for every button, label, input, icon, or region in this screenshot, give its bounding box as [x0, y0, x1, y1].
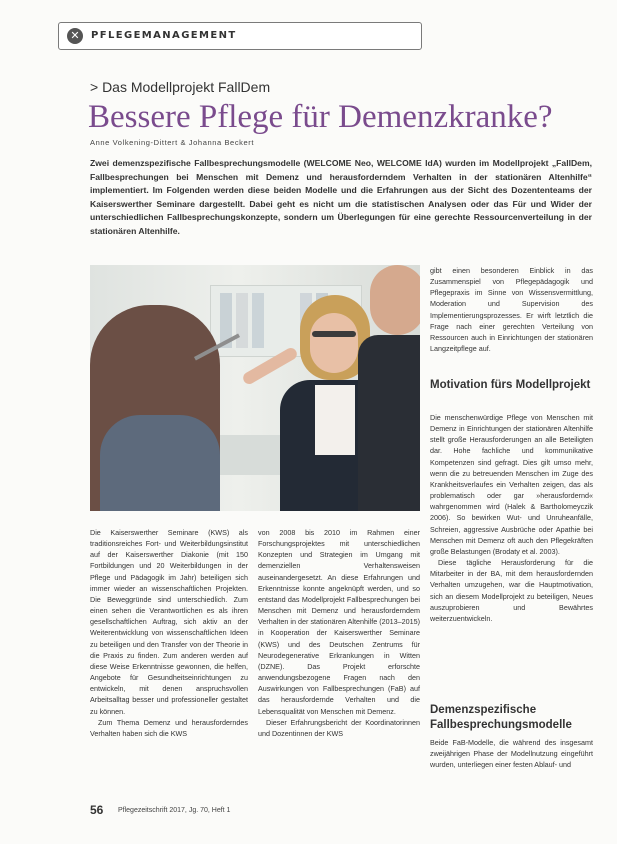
- article-title: Bessere Pflege für Demenzkranke?: [88, 99, 553, 135]
- column-3-models: Beide FaB-Modelle, die während des insgesamt zweijährigen Phase der Modellnutzung eingeführt wurden, unterliegen einer festen Ablauf- und: [430, 738, 593, 770]
- column-2-paragraph-2: Dieser Erfahrungsbericht der Koordinatorinnen und Dozentinnen der KWS: [258, 717, 420, 738]
- article-lead: Zwei demenzspezifische Fallbesprechungsmodelle (WELCOME Neo, WELCOME IdA) wurden im Modellprojekt „FallDem, Fallbesprechungen bei Menschen mit Demenz und herausforderndem Verhalten in der stationären Altenhilfe“ implementiert. Im Folgenden werden diese beiden Modelle und die Erfahrungen aus der Sicht des Dozententeams der Kaiserswerther Seminare dargestellt. Dabei geht es nicht um die statistischen Analysen oder das Für und Wider der unterschiedlichen Fallbesprechungskonzepte, sondern um Überlegungen für eine gerechte Ressourcenverteilung in der stationären Altenhilfe.: [90, 158, 592, 236]
- heading-models: Demenzspezifische Fallbesprechungsmodelle: [430, 704, 572, 731]
- motivation-paragraph-1: Die menschenwürdige Pflege von Menschen mit Demenz in Einrichtungen der stationären Altenhilfe stellt große Herausforderungen an alle Beteiligten dar. Hohe fachliche und kommunikative Kompetenzen sind gefragt. Dies gilt umso mehr, wenn die zu betreuenden Menschen im Zuge des Krankheitsverlaufes ein Verhalten zeigen, das als problematisch oder gar »herausfordernd« wahrgenommen wird (Halek & Bartholomeyczik 2006). So bewirken Wut- und Unruheanfälle, Schreien, aggressive Ausbrüche oder Apathie bei Menschen mit Demenz oft auch den Pflegekräften große Belastungen (Brodaty et al. 2003).: [430, 413, 593, 556]
- column-1-paragraph-1: Die Kaiserswerther Seminare (KWS) als traditionsreiches Fort- und Weiterbildungsinstitut auf der Kaiserswerther Diakonie (mit 150 Fortbildungen und 20 Weiterbildungen in der Pflege und Pädagogik im Jahr) beteiligen sich immer wieder an wissenschaftlichen Projekten. Die Beweggründe sind unterschiedlich. Zum einen sehen die Verantwortlichen es als ihren gesellschaftlichen Auftrag, sich aktiv an der Weiterentwicklung von wissenschaftlichen Ideen zu beteiligen und den Transfer von der Theorie in die Praxis zu finden. Zum anderen werden auf diese Weise Erkenntnisse gewonnen, die helfen, Angebote für Gesundheitseinrichtungen zu entwickeln, mit denen anspruchsvollen Arbeitsalltag besser und professioneller gestaltet zu können.: [90, 528, 248, 716]
- article-photo: [90, 265, 420, 511]
- column-1: [90, 527, 248, 739]
- section-tab: [58, 22, 422, 50]
- article-authors: Anne Volkening-Dittert & Johanna Beckert: [90, 138, 255, 147]
- journal-reference: Pflegezeitschrift 2017, Jg. 70, Heft 1: [118, 807, 231, 814]
- heading-motivation: Motivation fürs Modellprojekt: [430, 379, 591, 391]
- column-1-paragraph-2: Zum Thema Demenz und herausforderndes Verhalten haben sich die KWS: [90, 717, 248, 738]
- article-kicker: > Das Modellprojekt FallDem: [90, 79, 271, 95]
- column-3-motivation: [430, 412, 593, 624]
- column-2: [258, 527, 420, 739]
- motivation-paragraph-2: Diese tägliche Herausforderung für die Mitarbeiter in der BA, mit dem herausfordernden Verhalten umzugehen, war die Hauptmotivation, sich an diesem Modellprojekt zu beteiligen, Neues auszuprobieren und Bewährtes weiterzuentwickeln.: [430, 558, 593, 623]
- column-3-intro: gibt einen besonderen Einblick in das Zusammenspiel von Pflegepädagogik und Pflegepraxis im Sinne von Wissensvermittlung, Moderation und Supervision des Implementierungsprozesses. Er wirft letztlich die Frage nach einer gerechten Verteilung von Ressourcen auch in Einrichtungen der stationären Langzeitpflege auf.: [430, 266, 593, 354]
- page-number: 56: [90, 803, 104, 817]
- section-label: PFLEGEMANAGEMENT: [91, 30, 237, 41]
- x-circle-icon: ✕: [67, 28, 83, 44]
- column-2-paragraph-1: von 2008 bis 2010 im Rahmen einer Forschungsprojektes mit unterschiedlichen Konzepten und Strategien im Umgang mit demenziellen Verhaltensweisen auseinandergesetzt. An diese Erfahrungen und Erkenntnisse konnte angeknüpft werden, und so entstand das Modellprojekt Fallbesprechungen bei Menschen mit Demenz und herausforderndem Verhalten in der stationären Altenhilfe (2013–2015) in Kooperation der Kaiserswerther Seminare (KWS) und des Deutschen Zentrums für Neurodegenerative Erkrankungen in Witten (DZNE). Das Projekt erforschte anwendungsbezogene Fragen nach den Auswirkungen von Fallbesprechungen (FaB) auf das herausfordernde Verhalten und die Lebensqualität von Menschen mit Demenz.: [258, 528, 420, 716]
